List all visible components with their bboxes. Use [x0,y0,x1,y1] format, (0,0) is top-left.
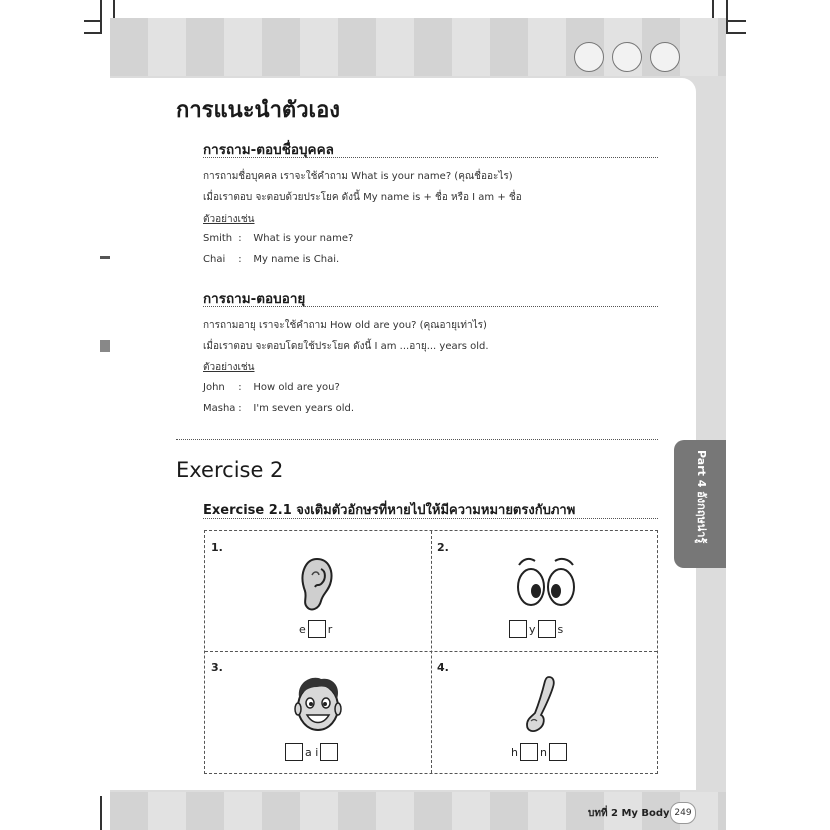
speaker-name: John [203,382,225,393]
dialog-line [203,254,339,265]
word-puzzle [509,620,565,638]
crop-mark [726,20,746,22]
crop-mark [84,32,102,34]
item-number: 2. [437,541,449,554]
chapter-label: บทที่ 2 My Body [588,808,670,819]
letter-box[interactable] [520,743,538,761]
example-label: ตัวอย่างเช่น [203,362,255,373]
paragraph-line: การถามชื่อบุคคล เราจะใช้คำถาม What is your name? (คุณชื่ออะไร) [203,171,513,182]
given-letter: h [511,745,518,759]
word-puzzle [509,743,567,761]
dialog-text: I'm seven years old. [253,403,355,414]
speaker-name: Chai [203,254,226,265]
crop-mark [100,0,102,34]
item-number: 3. [211,661,223,674]
letter-box[interactable] [549,743,567,761]
face-icon [293,675,343,733]
exercise-instruction: Exercise 2.1 จงเติมตัวอักษรที่หายไปให้มีความหมายตรงกับภาพ [203,503,576,518]
letter-box[interactable] [509,620,527,638]
letter-box[interactable] [285,743,303,761]
dialog-text: How old are you? [253,382,340,393]
letter-box[interactable] [538,620,556,638]
dialog-line [203,382,340,393]
eyes-icon [515,555,579,611]
given-letter: r [327,622,333,636]
crop-mark [726,0,728,34]
hand-icon [523,675,559,735]
dotted-divider [203,518,658,519]
crop-mark [726,32,746,34]
grid-divider [205,651,657,652]
dotted-divider [203,306,658,307]
separator: : [238,403,242,414]
dotted-divider [176,439,658,440]
brain-icon [574,42,604,72]
separator: : [238,254,242,265]
speaker-name: Smith [203,233,233,244]
speaker-name: Masha [203,403,236,414]
dialog-line [203,233,353,244]
crop-mark [84,20,102,22]
given-letter: e [299,622,306,636]
separator: : [238,382,242,393]
example-label: ตัวอย่างเช่น [203,214,255,225]
item-number: 1. [211,541,223,554]
given-letter: s [557,622,564,636]
letter-box[interactable] [308,620,326,638]
dotted-divider [203,157,658,158]
word-puzzle [297,620,334,638]
dialog-text: What is your name? [253,233,354,244]
section-heading: การถาม-ตอบอายุ [203,291,306,307]
item-number: 4. [437,661,449,674]
dialog-text: My name is Chai. [253,254,340,265]
given-letter: y [529,622,536,636]
separator: : [238,233,242,244]
page-title: การแนะนำตัวเอง [176,98,341,123]
ready-badge-icon [650,42,680,72]
paragraph-line: การถามอายุ เราจะใช้คำถาม How old are you? (คุณอายุเท่าไร) [203,320,487,331]
crop-mark [100,796,102,830]
page-number: 249 [670,802,696,824]
section-heading: การถาม-ตอบชื่อบุคคล [203,142,334,158]
paragraph-line: เมื่อเราตอบ จะตอบด้วยประโยค ดังนี้ My name is + ชื่อ หรือ I am + ชื่อ [203,192,522,203]
ear-icon [299,557,335,613]
side-tab-label: Part 4 อังกฤษน่ารู้ [695,450,708,544]
word-puzzle [285,743,338,761]
given-letter: n [539,745,547,759]
given-letter: a i [305,745,319,759]
dialog-line [203,403,354,414]
gears-icon [612,42,642,72]
exercise-title: Exercise 2 [176,458,284,482]
paragraph-line: เมื่อเราตอบ จะตอบโดยใช้ประโยค ดังนี้ I am ...อายุ... years old. [203,341,489,352]
exercise-grid [204,530,658,774]
grid-divider [431,531,432,773]
letter-box[interactable] [320,743,338,761]
